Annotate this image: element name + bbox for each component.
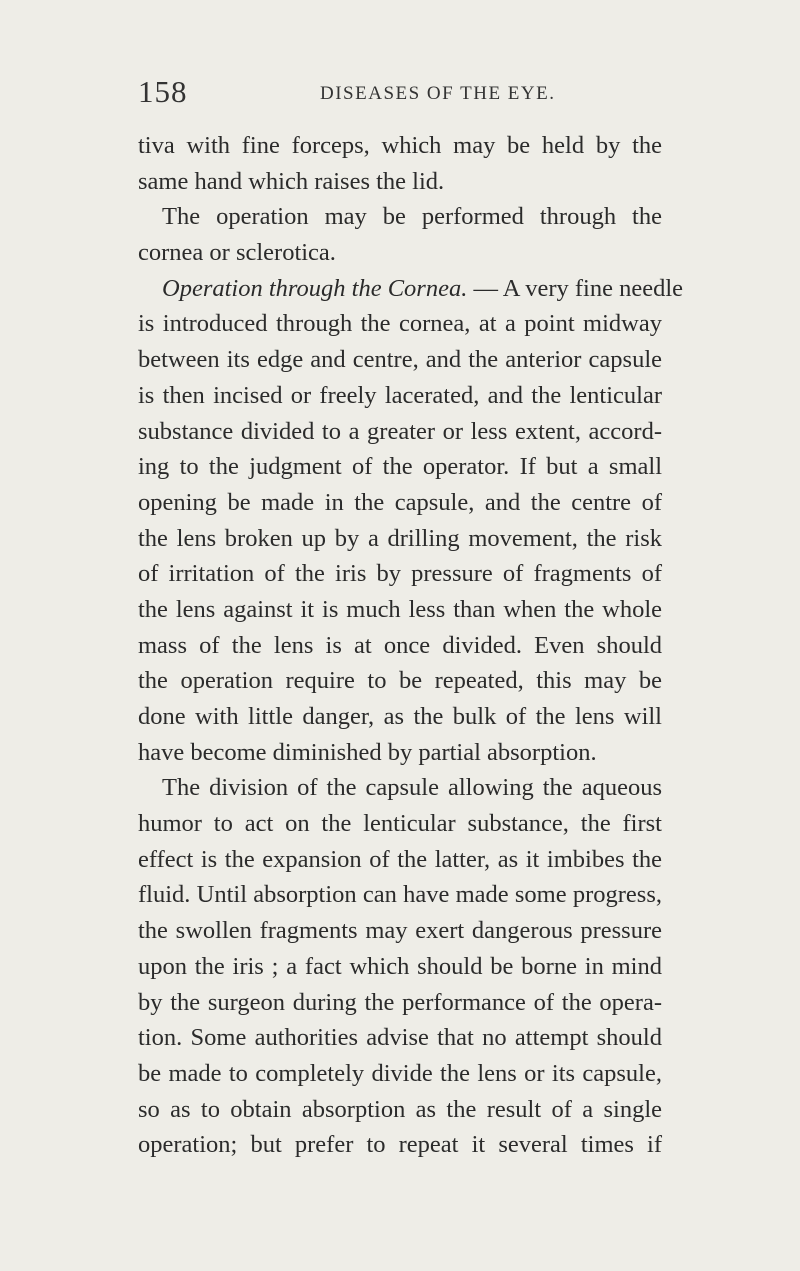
text-line: the swollen fragments may exert dangerous pressure: [138, 917, 662, 945]
heading-continuation: — A very fine needle: [473, 274, 684, 302]
text-line: fluid. Until absorption can have made some progress,: [138, 881, 662, 909]
page-number: 158: [138, 74, 188, 109]
text-line: of irritation of the iris by pressure of fragments of: [138, 560, 662, 588]
text-line: humor to act on the lenticular substance, the first: [138, 810, 662, 838]
text-line: is introduced through the cornea, at a point midway: [138, 310, 662, 338]
text-line: tiva with fine forceps, which may be held by the: [138, 132, 662, 159]
text-line: cornea or sclerotica.: [138, 239, 336, 267]
text-line: opening be made in the capsule, and the centre of: [138, 488, 662, 516]
text-line: the lens broken up by a drilling movement, the risk: [138, 524, 662, 552]
text-line: The operation may be performed through the: [162, 203, 662, 231]
running-title: DISEASES OF THE EYE.: [320, 83, 556, 104]
text-line: ing to the judgment of the operator. If but a small: [138, 453, 662, 481]
section-heading: Operation through the Cornea.: [162, 274, 468, 302]
text-line: by the surgeon during the performance of the opera-: [138, 988, 662, 1016]
text-line: so as to obtain absorption as the result of a single: [138, 1095, 662, 1123]
body-text: [138, 128, 684, 1163]
text-line: operation; but prefer to repeat it several times if: [138, 1131, 662, 1159]
text-line: have become diminished by partial absorption.: [138, 738, 597, 766]
text-line: the lens against it is much less than when the whole: [138, 595, 662, 623]
text-line: the operation require to be repeated, this may be: [138, 667, 662, 695]
text-line: between its edge and centre, and the anterior capsule: [138, 346, 662, 374]
text-line: done with little danger, as the bulk of the lens will: [138, 703, 662, 730]
text-line: tion. Some authorities advise that no attempt should: [138, 1024, 662, 1052]
text-line: be made to completely divide the lens or its capsule,: [138, 1059, 662, 1087]
text-line: effect is the expansion of the latter, as it imbibes the: [138, 845, 662, 873]
text-line: substance divided to a greater or less extent, accord-: [138, 417, 662, 445]
text-line-with-heading: [138, 271, 684, 307]
text-line: mass of the lens is at once divided. Even should: [138, 631, 662, 659]
text-line: upon the iris ; a fact which should be borne in mind: [138, 952, 662, 980]
text-line: The division of the capsule allowing the aqueous: [162, 774, 662, 802]
text-line: is then incised or freely lacerated, and the lenticular: [138, 381, 662, 409]
text-line: same hand which raises the lid.: [138, 167, 445, 195]
running-head: [138, 74, 578, 114]
